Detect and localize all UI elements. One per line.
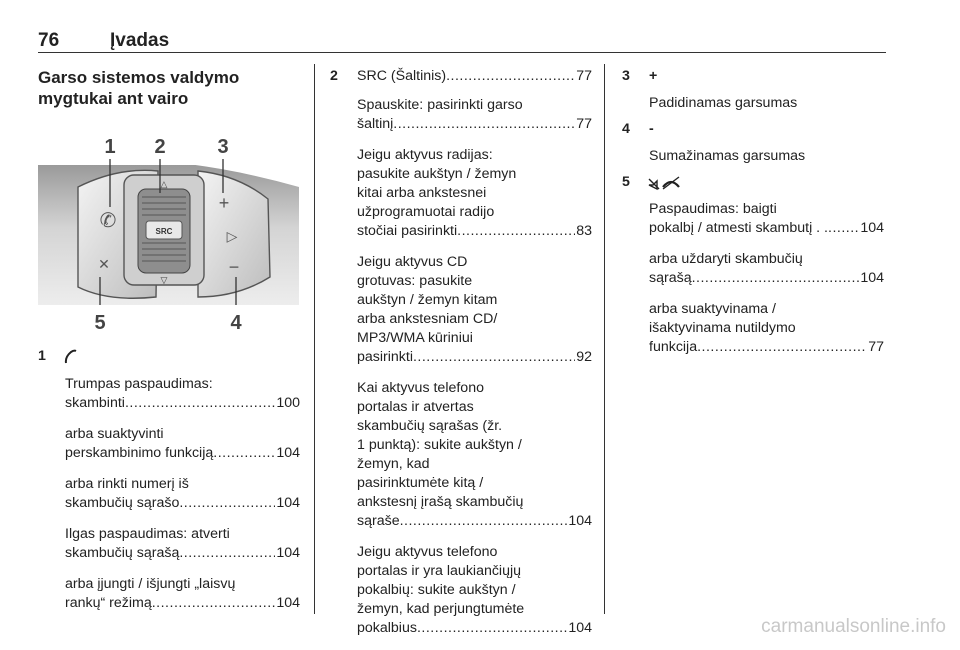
steering-controls-figure xyxy=(38,127,299,335)
item-2: 2 SRC (Šaltinis) ..... 77 Spauskite: pasirinkti garso šaltinį ..... 77 Jeigu aktyvus radijas: pasukite aukštyn / žemyn kitai arba ankstesnei užprogramuotai radijo stočiai pasirinkti ..... 83 Jeigu aktyvus CD grotuvas: pasukite aukštyn / žemyn kitam arba ankstesniam CD/ MP3/WMA kūriniui pasirinkti ..... 92 Kai aktyvus telefono portalas ir atvertas skambučių sąrašas (žr. 1 punktą): sukite aukštyn / žemyn, kad pasirinktumėte kitą / ankstesnį įrašą skambučių sąraše ..... 104 Jeigu aktyvus telefono portalas ir yra laukiančiųjų pokalbių: sukite aukštyn / žemyn, kad perjungtumėte pokalbius ..... 104 xyxy=(330,67,592,650)
section-title: Garso sistemos valdymo mygtukai ant vairo xyxy=(38,68,240,108)
mute-icon: ✕ xyxy=(98,256,110,272)
callout-3: 3 xyxy=(217,136,229,158)
callout-1: 1 xyxy=(104,136,116,158)
item-3: 3 + Padidinamas garsumas xyxy=(622,68,798,111)
callout-2: 2 xyxy=(154,136,166,158)
column-divider-2 xyxy=(604,64,605,614)
item-4: 4 - Sumažinamas garsumas xyxy=(622,121,806,164)
phone-handset-icon xyxy=(65,347,300,375)
callout-5: 5 xyxy=(94,312,106,334)
src-label: SRC xyxy=(155,227,173,236)
svg-text:△: △ xyxy=(160,179,168,189)
phone-icon: ✆ xyxy=(99,210,117,232)
watermark: carmanualsonline.info xyxy=(761,616,946,637)
item-number: 1 xyxy=(38,348,46,364)
page-number: 76 xyxy=(38,30,60,51)
minus-icon: − xyxy=(228,257,240,277)
svg-text:▽: ▽ xyxy=(160,275,168,285)
page-title: Įvadas xyxy=(110,30,170,51)
plus-icon: + xyxy=(218,193,230,213)
item-5: 5 Paspaudimas: baigti pokalbį / atmesti skambutį . . ..... 104 arba uždaryti skambučių sąrašą ..... 104 arba suaktyvinama / išaktyvinama nutildymo funkcija ..... 77 xyxy=(622,173,884,357)
column-divider-1 xyxy=(314,64,315,614)
column-3 xyxy=(622,67,884,369)
header-rule xyxy=(38,52,886,53)
column-1 xyxy=(38,67,300,109)
callout-4: 4 xyxy=(230,312,242,334)
voice-icon: ▷ xyxy=(226,228,238,244)
item-number: 2 xyxy=(330,68,338,84)
mute-hangup-icon xyxy=(649,173,884,200)
item-1: 1 Trumpas paspaudimas: skambinti ..... 100 arba suaktyvinti perskambinimo funkciją ..... 104 arba rinkti numerį iš skambučių sąrašo ..... 104 Ilgas paspaudimas: atverti skambučių sąrašą ..... 104 arba įjungti / išjungti „laisvų rankų“ režimą ..... 104 xyxy=(38,347,300,625)
